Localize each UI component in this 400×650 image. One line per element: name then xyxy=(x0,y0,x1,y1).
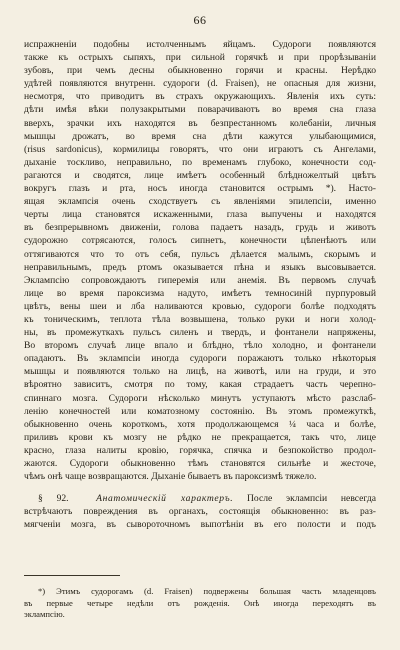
text-line: Эклампсію сопровождаютъ гиперемія или анемія. Въ первомъ случаѣ xyxy=(24,274,376,286)
text-line: удѣтей появляются внутренн. судороги (d. Fraisen), не опасныя для жизни, xyxy=(24,78,376,90)
footnote-line: въ первые четыре недѣли отъ рожденія. Онѣ иногда переходятъ въ xyxy=(24,597,376,608)
text-line: дыханіе тоскливо, неправильно, по временамъ глубоко, конечности сод- xyxy=(24,156,376,168)
text-line: Во второмъ случаѣ лице впало и блѣдно, тѣло холодно, и фонтанели xyxy=(24,340,376,352)
text-line: приливъ крови къ мозгу не рѣдко не прекращается, такъ что, лице xyxy=(24,431,376,443)
footnote-divider xyxy=(24,575,120,576)
text-line: вокругъ глазъ и рта, носъ иногда становится острымъ *). Насто- xyxy=(24,183,376,195)
footnote-line: *) Этимъ судорогамъ (d. Fraisen) подвержены большая часть младенцовъ xyxy=(38,586,376,596)
section-title: Анатомическій характеръ. xyxy=(96,493,234,505)
page-number: 66 xyxy=(193,13,207,27)
section-number: § 92. xyxy=(38,493,69,505)
text-line: также къ острыхъ сыпяхъ, при сильной горячкѣ и при прорѣзываніи xyxy=(24,52,376,64)
text-line: вверхъ, зрачки ихъ находятся въ безпрестанномъ колебаніи, личныя xyxy=(24,117,376,129)
text-line: въ безпрерывномъ движеніи, голова падаетъ назадъ, грудь и животъ xyxy=(24,222,376,234)
text-line: ленію конечностей или коматозному состоянію. Въ этомъ промежуткѣ, xyxy=(24,405,376,417)
text-line: рагаются и сводятся, лице имѣетъ особенный блѣдножелтый цвѣтъ xyxy=(24,169,376,181)
section-first-line-text: После эклампсіи невсегда xyxy=(247,493,376,505)
paragraph-eclampsia-symptoms xyxy=(24,38,376,483)
text-line: мышцы дрожатъ, во время сна дѣти кажутся улыбающимися, xyxy=(24,130,376,142)
text-line: обыкновенно очень короткомъ, хотя продолжающемся ¼ часа и болѣе, xyxy=(24,418,376,430)
footnote-line: эклампсію. xyxy=(24,609,65,620)
text-line: оттягиваются что то отъ себя, пульсъ дѣлается малымъ, скорымъ и xyxy=(24,248,376,260)
text-line: судорожно сотрясаются, голосъ сипнетъ, конечности цѣпенѣютъ или xyxy=(24,235,376,247)
text-line: дѣти имѣя вѣки полузакрытыми поварачиваютъ во время сна глаза xyxy=(24,104,376,116)
text-line: къ тоническимъ, теплота тѣла возвышена, только руки и ноги холод- xyxy=(24,313,376,325)
text-line: спиннаго мозга. Судороги нѣсколько минутъ уступаютъ мѣсто разслаб- xyxy=(24,392,376,404)
main-text xyxy=(24,38,376,531)
footnote xyxy=(24,586,376,621)
text-line: опадаютъ. Въ эклампсіи иногда судороги поражаютъ только нѣкоторыя xyxy=(24,353,376,365)
text-line: лице во время пароксизма надуто, имѣетъ темносиній пурпуровый xyxy=(24,287,376,299)
text-line: чѣмъ онѣ чаще возвращаются. Дыханіе бываетъ въ пароксизмѣ тяжело. xyxy=(24,471,317,483)
text-line: вѣроятно зависитъ, смотря по тому, какая страдаетъ часть черепно- xyxy=(24,379,376,391)
section-heading-line xyxy=(24,492,376,505)
text-line: мягченіи мозга, въ сывороточномъ выпотѣніи въ его полости и подъ xyxy=(24,519,376,531)
text-line: испражненіи подобны истолченнымъ яйцамъ. Судороги появляются xyxy=(24,39,376,50)
text-line: цвѣтъ, вены шеи и лба наливаются кровью, судороги болѣе подходятъ xyxy=(24,300,376,312)
section-gap xyxy=(24,483,376,492)
text-line: несмотря, что приводитъ въ страхъ окружающихъ. Явленія ихъ суть: xyxy=(24,91,376,103)
text-line: неправильнымъ, предъ ртомъ оказывается пѣна и языкъ высовывается. xyxy=(24,261,376,273)
text-line: ящая эклампсія очень сходствуетъ съ явленіями эпилепсіи, именно xyxy=(24,196,376,208)
text-line: (risus sardonicus), кормилицы говорятъ, что они играютъ съ Ангелами, xyxy=(24,143,376,155)
text-line: жаются. Судороги обыкновенно тѣмъ становятся сильнѣе и жесточе, xyxy=(24,458,376,469)
section-body xyxy=(24,505,376,531)
text-line: зубовъ, при чемъ десны обыкновенно горячи и красны. Нерѣдко xyxy=(24,65,376,77)
section-92 xyxy=(24,492,376,531)
text-line: черты лица становятся искаженными, глаза выпучены и находятся xyxy=(24,209,376,221)
text-line: красно, глаза налиты кровію, горячка, спячка и безпокойство продол- xyxy=(24,444,376,456)
text-line: мышцы и появляются только на лицѣ, на животѣ, или на груди, и это xyxy=(24,366,376,378)
text-line: встрѣчаютъ повреждения въ органахъ, состоящія обыкновенно: въ раз- xyxy=(24,506,376,518)
text-line: ны, въ промежуткахъ пульсъ силенъ и твердъ, и фонтанели напряжены, xyxy=(24,327,376,339)
